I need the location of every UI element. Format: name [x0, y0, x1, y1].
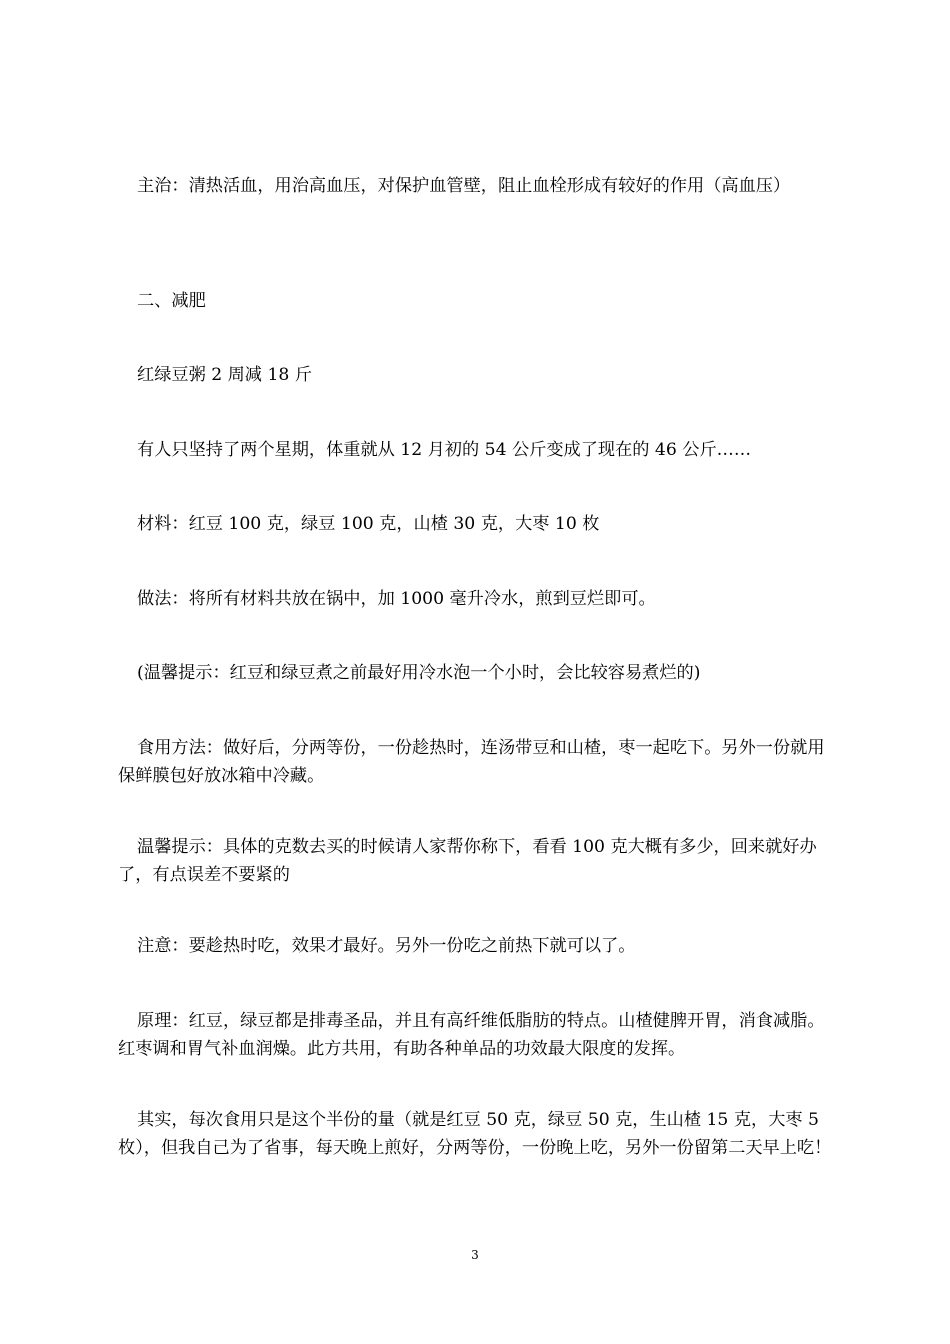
paragraph-indications: 主治：清热活血，用治高血压，对保护血管壁，阻止血栓形成有较好的作用（高血压） [137, 176, 791, 196]
paragraph-tip-weight: 温馨提示：具体的克数去买的时候请人家帮你称下，看看 100 克大概有多少，回来就好办了，有点误差不要紧的 [118, 837, 817, 885]
paragraph-principle: 原理：红豆，绿豆都是排毒圣品，并且有高纤维低脂肪的特点。山楂健脾开胃，消食减脂。红枣调和胃气补血润燥。此方共用，有助各种单品的功效最大限度的发挥。 [118, 1011, 825, 1059]
page-number: 3 [471, 1248, 479, 1262]
paragraph-portion: 其实，每次食用只是这个半份的量（就是红豆 50 克，绿豆 50 克，生山楂 15 克，大枣 5 枚），但我自己为了省事，每天晚上煎好，分两等份，一份晚上吃，另外一份留第二天早上吃！ [118, 1110, 832, 1158]
paragraph-usage: 食用方法：做好后，分两等份，一份趁热时，连汤带豆和山楂，枣一起吃下。另外一份就用保鲜膜包好放冰箱中冷藏。 [118, 738, 825, 786]
section-heading-weight-loss: 二、减肥 [137, 291, 206, 311]
paragraph-note: 注意：要趁热时吃，效果才最好。另外一份吃之前热下就可以了。 [137, 936, 636, 956]
paragraph-tip: (温馨提示：红豆和绿豆煮之前最好用冷水泡一个小时，会比较容易煮烂的) [137, 663, 701, 683]
recipe-title: 红绿豆粥 2 周减 18 斤 [137, 365, 312, 385]
paragraph-testimonial: 有人只坚持了两个星期，体重就从 12 月初的 54 公斤变成了现在的 46 公斤…… [137, 440, 752, 460]
paragraph-ingredients: 材料：红豆 100 克，绿豆 100 克，山楂 30 克，大枣 10 枚 [137, 514, 600, 534]
paragraph-method: 做法：将所有材料共放在锅中，加 1000 毫升冷水，煎到豆烂即可。 [137, 589, 656, 609]
